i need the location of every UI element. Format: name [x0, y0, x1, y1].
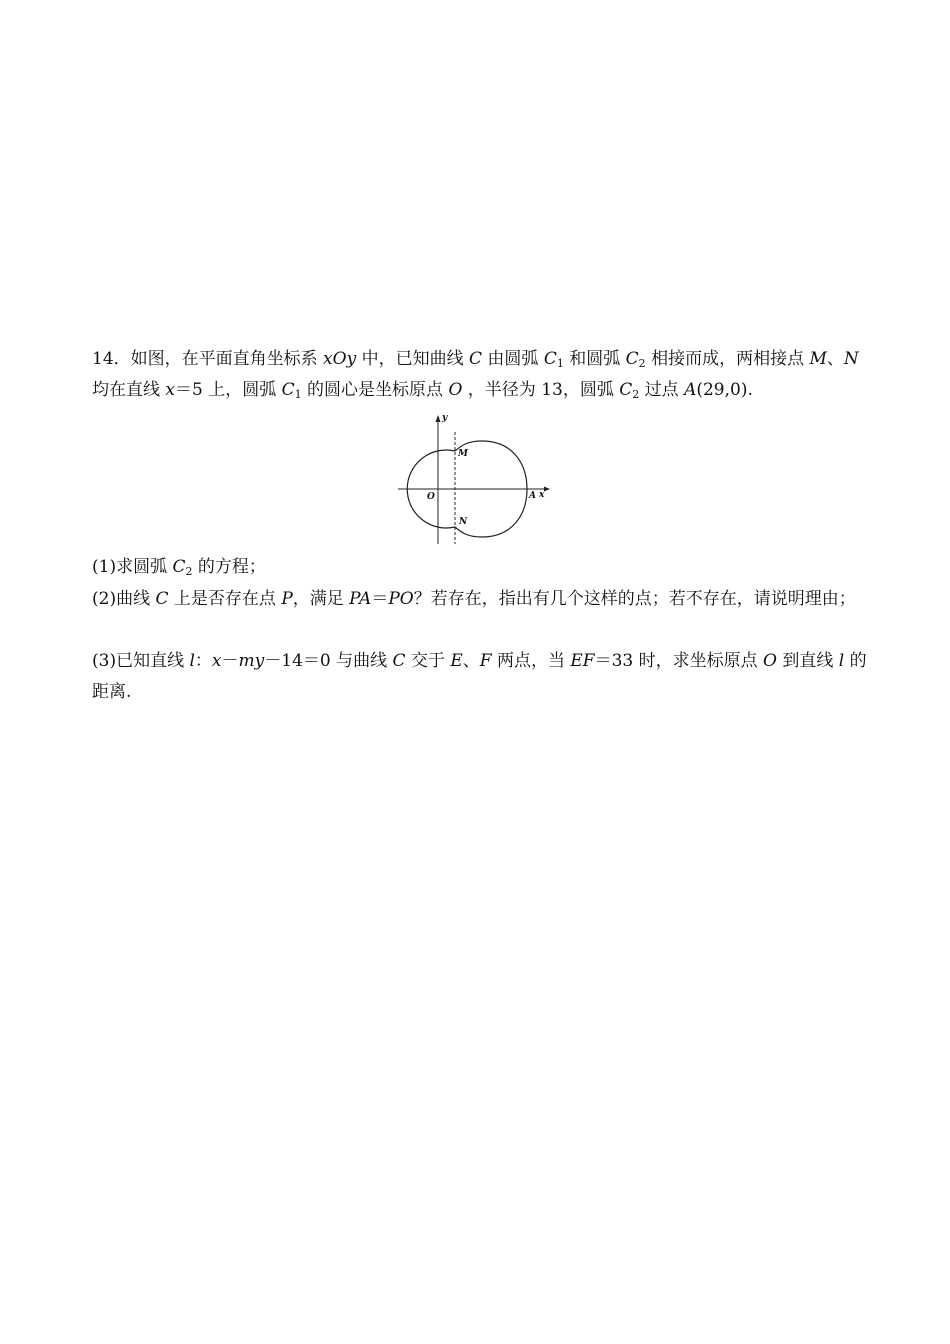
math-var: l	[838, 651, 845, 671]
label-m: M	[458, 449, 468, 459]
q3-text: (3)已知直线	[92, 651, 190, 671]
intro-text: 如图，在平面直角坐标系	[130, 349, 324, 369]
intro-text: ，半径为 13，圆弧	[462, 380, 620, 400]
math-var: x	[211, 651, 222, 671]
q3-text: 、	[462, 651, 480, 671]
math-subscript: 2	[185, 565, 193, 578]
label-a: A	[529, 491, 536, 501]
math-subscript: 2	[638, 357, 646, 370]
math-var: C	[625, 349, 639, 369]
question-2	[92, 584, 872, 615]
math-var: PO	[388, 589, 414, 609]
q1-text: 的方程；	[192, 557, 266, 577]
q3-text: 交于	[405, 651, 451, 671]
problem-number: 14．	[92, 349, 131, 369]
intro-text: (29,0).	[696, 380, 753, 400]
q3-text: －	[221, 651, 239, 671]
math-var: C	[281, 380, 295, 400]
math-var: l	[189, 651, 195, 671]
math-var: C	[469, 349, 483, 369]
problem-statement	[92, 344, 872, 406]
math-var: N	[843, 349, 859, 369]
question-1	[92, 552, 872, 583]
q2-text: ？若存在，指出有几个这样的点；若不存在，请说明理由；	[413, 589, 856, 609]
q3-text: 两点，当	[491, 651, 571, 671]
x-axis-arrow	[544, 487, 550, 492]
intro-text: 和圆弧	[563, 349, 626, 369]
intro-text: 由圆弧	[482, 349, 544, 369]
math-var: E	[450, 651, 463, 671]
label-x: x	[539, 490, 545, 500]
math-var: A	[684, 380, 697, 400]
y-axis-arrow	[436, 415, 441, 422]
math-subscript: 2	[632, 388, 640, 401]
intro-text: 均在直线	[92, 380, 166, 400]
math-subscript: 1	[294, 388, 302, 401]
math-var: x	[165, 380, 175, 400]
math-var: C	[155, 589, 169, 609]
q3-text: ：	[194, 651, 212, 671]
math-var: PA	[349, 589, 372, 609]
q3-text: 的距离.	[92, 651, 867, 702]
q2-text: 上是否存在点	[168, 589, 282, 609]
intro-text: 过点	[639, 380, 685, 400]
question-3	[92, 646, 872, 708]
math-var: C	[172, 557, 186, 577]
intro-text: 相接而成，两相接点	[645, 349, 810, 369]
q3-text: ＝33 时，求坐标原点	[594, 651, 764, 671]
q1-text: (1)求圆弧	[92, 557, 173, 577]
intro-text: 中，已知曲线	[356, 349, 469, 369]
math-var: xOy	[323, 349, 357, 369]
math-var: O	[763, 651, 777, 671]
label-origin: O	[427, 492, 435, 502]
math-var: O	[448, 380, 463, 400]
q2-text: ＝	[371, 589, 389, 609]
math-var: M	[809, 349, 827, 369]
curve-diagram	[396, 410, 558, 548]
math-var: my	[238, 651, 265, 671]
math-var: F	[479, 651, 492, 671]
q3-text: －14＝0 与曲线	[264, 651, 393, 671]
math-subscript: 1	[556, 357, 564, 370]
label-y: y	[442, 413, 448, 423]
intro-text: 、	[826, 349, 844, 369]
math-var: C	[619, 380, 633, 400]
intro-text: 的圆心是坐标原点	[301, 380, 449, 400]
q2-text: ，满足	[292, 589, 350, 609]
q2-text: (2)曲线	[92, 589, 156, 609]
math-var: P	[281, 589, 293, 609]
q3-text: 到直线	[776, 651, 839, 671]
label-n: N	[459, 517, 468, 527]
math-var: C	[392, 651, 406, 671]
math-var: EF	[570, 651, 595, 671]
math-var: C	[543, 349, 557, 369]
intro-text: ＝5 上，圆弧	[175, 380, 282, 400]
